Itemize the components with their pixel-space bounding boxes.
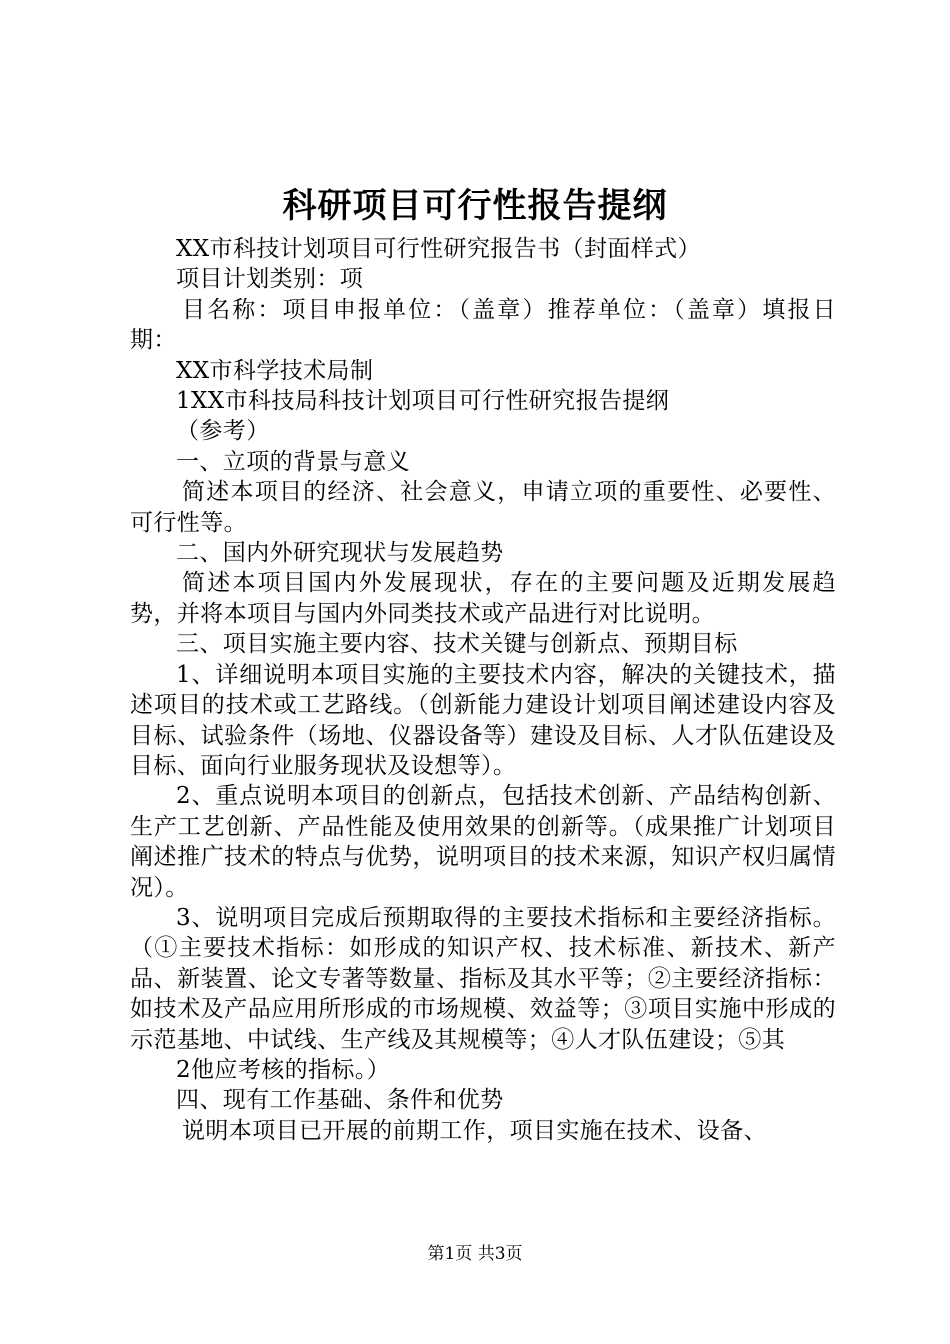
paragraph-section-1: 简述本项目的经济、社会意义，申请立项的重要性、必要性、可行性等。 [130, 479, 836, 536]
paragraph-section-2: 简述本项目国内外发展现状，存在的主要问题及近期发展趋势，并将本项目与国内外同类技术或产品进行对比说明。 [130, 570, 836, 627]
paragraph-item-2: 2、重点说明本项目的创新点，包括技术创新、产品结构创新、生产工艺创新、产品性能及使用效果的创新等。（成果推广计划项目阐述推广技术的特点与优势，说明项目的技术来源，知识产权归属情况）。 [130, 783, 836, 901]
paragraph-issuer: XX市科学技术局制 [176, 357, 374, 384]
paragraph-reference-note: （参考） [176, 418, 270, 445]
document-body [130, 234, 836, 1146]
paragraph-cover-heading: XX市科技计划项目可行性研究报告书（封面样式） [176, 236, 701, 262]
paragraph-project-info: 目名称：项目申报单位：（盖章）推荐单位：（盖章）填报日期： [130, 296, 836, 354]
section-heading-4: 四、现有工作基础、条件和优势 [176, 1087, 504, 1114]
paragraph-outline-heading: 1XX市科技局科技计划项目可行性研究报告提纲 [176, 388, 670, 415]
paragraph-section-4: 说明本项目已开展的前期工作，项目实施在技术、设备、 [182, 1117, 767, 1144]
paragraph-item-3: 3、说明项目完成后预期取得的主要技术指标和主要经济指标。（①主要技术指标：如形成的知识产权、技术标准、新技术、新产品、新装置、论文专著等数量、指标及其水平等；②主要经济指标：如技术及产品应用所形成的市场规模、效益等；③项目实施中形成的示范基地、中试线、生产线及其规模等；④人才队伍建设；⑤其 [130, 904, 836, 1053]
section-heading-3: 三、项目实施主要内容、技术关键与创新点、预期目标 [176, 631, 738, 658]
paragraph-plan-category: 项目计划类别：项 [176, 266, 364, 293]
section-heading-2: 二、国内外研究现状与发展趋势 [176, 540, 504, 567]
paragraph-item-1: 1、详细说明本项目实施的主要技术内容，解决的关键技术，描述项目的技术或工艺路线。（创新能力建设计划项目阐述建设内容及目标、试验条件（场地、仪器设备等）建设及目标、人才队伍建设及目标、面向行业服务现状及设想等）。 [130, 661, 836, 779]
paragraph-item-3-continued: 2他应考核的指标。） [176, 1056, 391, 1083]
page-number-footer: 第1页 共3页 [427, 1244, 523, 1264]
document-title: 科研项目可行性报告提纲 [282, 186, 668, 226]
section-heading-1: 一、立项的背景与意义 [176, 448, 410, 475]
